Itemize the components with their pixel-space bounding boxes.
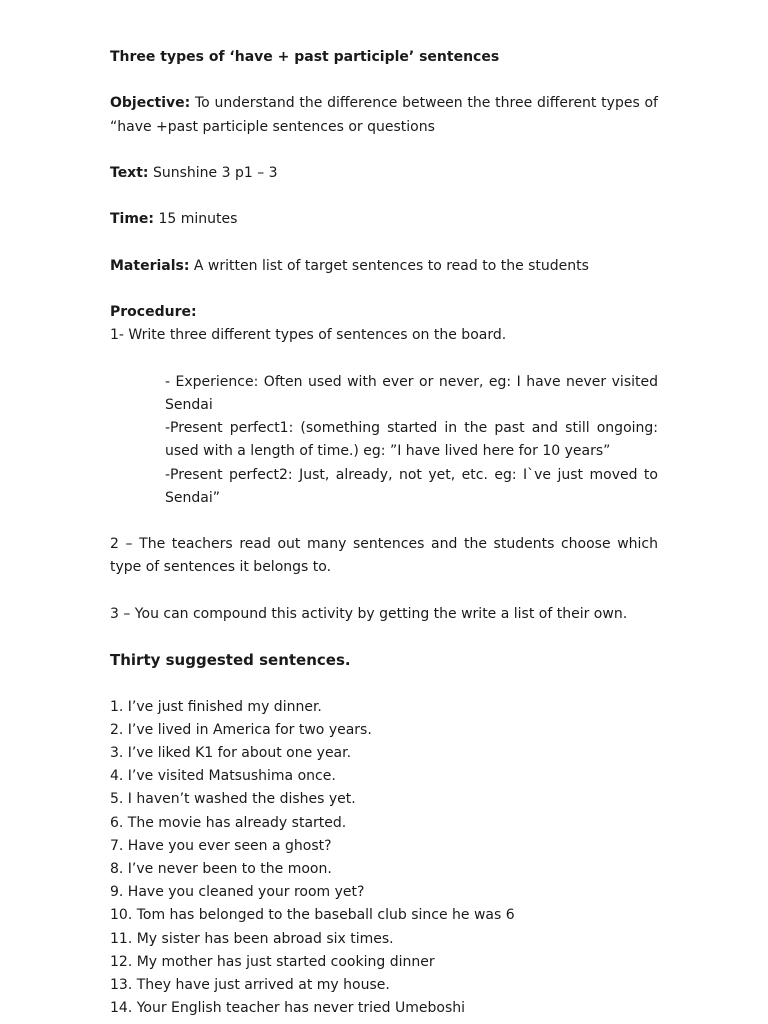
procedure-step-3: 3 – You can compound this activity by getting the write a list of their own. [110,605,628,622]
list-item: 6. The movie has already started. [110,814,347,831]
list-item: 8. I’ve never been to the moon. [110,860,332,877]
list-item: 2. I’ve lived in America for two years. [110,721,372,738]
time-value: 15 minutes [154,211,238,228]
document-title: Three types of ‘have + past participle’ sentences [110,49,500,65]
list-item: 5. I haven’t washed the dishes yet. [110,791,356,808]
list-item: 4. I’ve visited Matsushima once. [110,768,336,785]
list-item: 10. Tom has belonged to the baseball club since he was 6 [110,907,515,924]
materials-label: Materials: [110,257,190,274]
list-item: 3. I’ve liked K1 for about one year. [110,744,352,761]
procedure-step-1: 1- Write three different types of sentences on the board. [110,327,507,344]
text-label: Text: [110,164,149,181]
text-value: Sunshine 3 p1 – 3 [148,164,278,181]
procedure-heading: Procedure: [110,304,197,321]
type-present-perfect-1: -Present perfect1: (something started in the past and still ongoing: used with a length of time.) eg: ”I have lived here for 10 years” [165,420,658,460]
list-item: 1. I’ve just finished my dinner. [110,698,322,715]
time-paragraph [110,208,658,231]
sentence-types-block [110,371,658,510]
procedure-step-2: 2 – The teachers read out many sentences and the students choose which type of sentences it belongs to. [110,536,658,576]
suggested-sentences-list [110,696,658,1021]
objective-label: Objective: [110,95,191,112]
list-item: 12. My mother has just started cooking dinner [110,953,435,970]
suggested-heading: Thirty suggested sentences. [110,651,351,670]
document-page [110,46,658,1020]
list-item: 11. My sister has been abroad six times. [110,930,394,947]
time-label: Time: [110,211,155,228]
list-item: 14. Your English teacher has never tried Umeboshi [110,1000,466,1017]
list-item: 7. Have you ever seen a ghost? [110,837,332,854]
objective-text: To understand the difference between the three different types of “have +past participle sentences or questions [110,95,658,135]
objective-paragraph [110,92,658,138]
list-item: 9. Have you cleaned your room yet? [110,884,365,901]
list-item: 13. They have just arrived at my house. [110,976,390,993]
text-paragraph [110,162,658,185]
materials-paragraph [110,255,658,278]
type-present-perfect-2: -Present perfect2: Just, already, not yet, etc. eg: I`ve just moved to Sendai” [165,466,658,506]
type-experience: - Experience: Often used with ever or never, eg: I have never visited Sendai [165,373,658,413]
materials-value: A written list of target sentences to read to the students [189,257,589,274]
